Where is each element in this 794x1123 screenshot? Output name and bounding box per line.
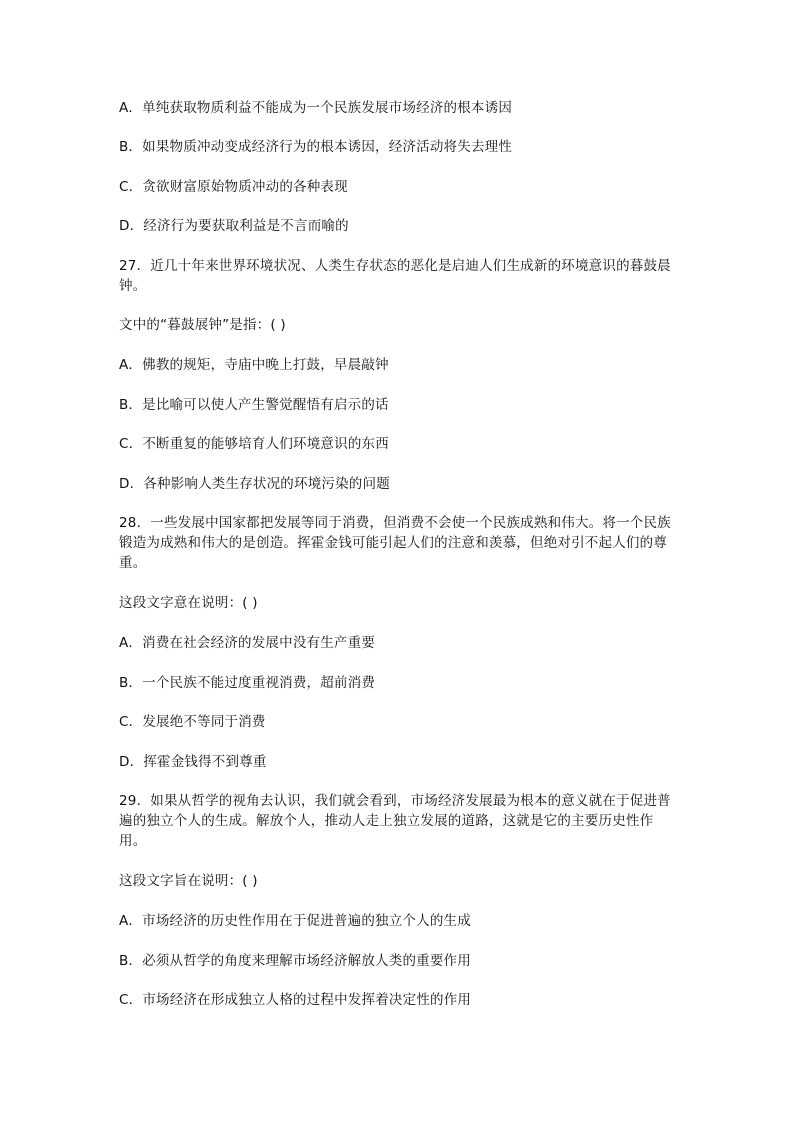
q26-option-d: D．经济行为要获取利益是不言而喻的 (119, 218, 349, 234)
q29-option-a: A．市场经济的历史性作用在于促进普遍的独立个人的生成 (119, 913, 471, 929)
q28-option-b: B．一个民族不能过度重视消费，超前消费 (119, 675, 376, 691)
q28-question: 这段文字意在说明：( ) (119, 595, 258, 611)
q28-stem: 28．一些发展中国家都把发展等同于消费，但消费不会使一个民族成熟和伟大。将一个民族锻造为成熟和伟大的是创造。挥霍金钱可能引起人们的注意和羡慕，但绝对引不起人们的尊重。 (119, 515, 671, 571)
q29-option-b: B．必须从哲学的角度来理解市场经济解放人类的重要作用 (119, 953, 471, 969)
q29-stem: 29．如果从哲学的视角去认识，我们就会看到，市场经济发展最为根本的意义就在于促进普遍的独立个人的生成。解放个人，推动人走上独立发展的道路，这就是它的主要历史性作用。 (119, 793, 671, 849)
q28-option-c: C．发展绝不等同于消费 (119, 714, 266, 730)
q29-question: 这段文字旨在说明：( ) (119, 873, 258, 889)
q27-option-b: B．是比喻可以使人产生警觉醒悟有启示的话 (119, 397, 389, 413)
q29-option-c: C．市场经济在形成独立人格的过程中发挥着决定性的作用 (119, 992, 472, 1008)
q27-question: 文中的“暮鼓展钟”是指：( ) (119, 317, 286, 333)
q27-option-a: A．佛教的规矩，寺庙中晚上打鼓，早晨敲钟 (119, 357, 389, 373)
q28-option-d: D．挥霍金钱得不到尊重 (119, 754, 267, 770)
q26-option-b: B．如果物质冲动变成经济行为的根本诱因，经济活动将失去理性 (119, 139, 513, 155)
q28-option-a: A．消费在社会经济的发展中没有生产重要 (119, 635, 376, 651)
q27-option-c: C．不断重复的能够培育人们环境意识的东西 (119, 436, 389, 452)
q26-option-c: C．贪欲财富原始物质冲动的各种表现 (119, 179, 348, 195)
q26-option-a: A．单纯获取物质利益不能成为一个民族发展市场经济的根本诱因 (119, 100, 513, 116)
q27-option-d: D．各种影响人类生存状况的环境污染的问题 (119, 476, 390, 492)
q27-stem: 27．近几十年来世界环境状况、人类生存状态的恶化是启迪人们生成新的环境意识的暮鼓晨钟。 (119, 258, 671, 294)
